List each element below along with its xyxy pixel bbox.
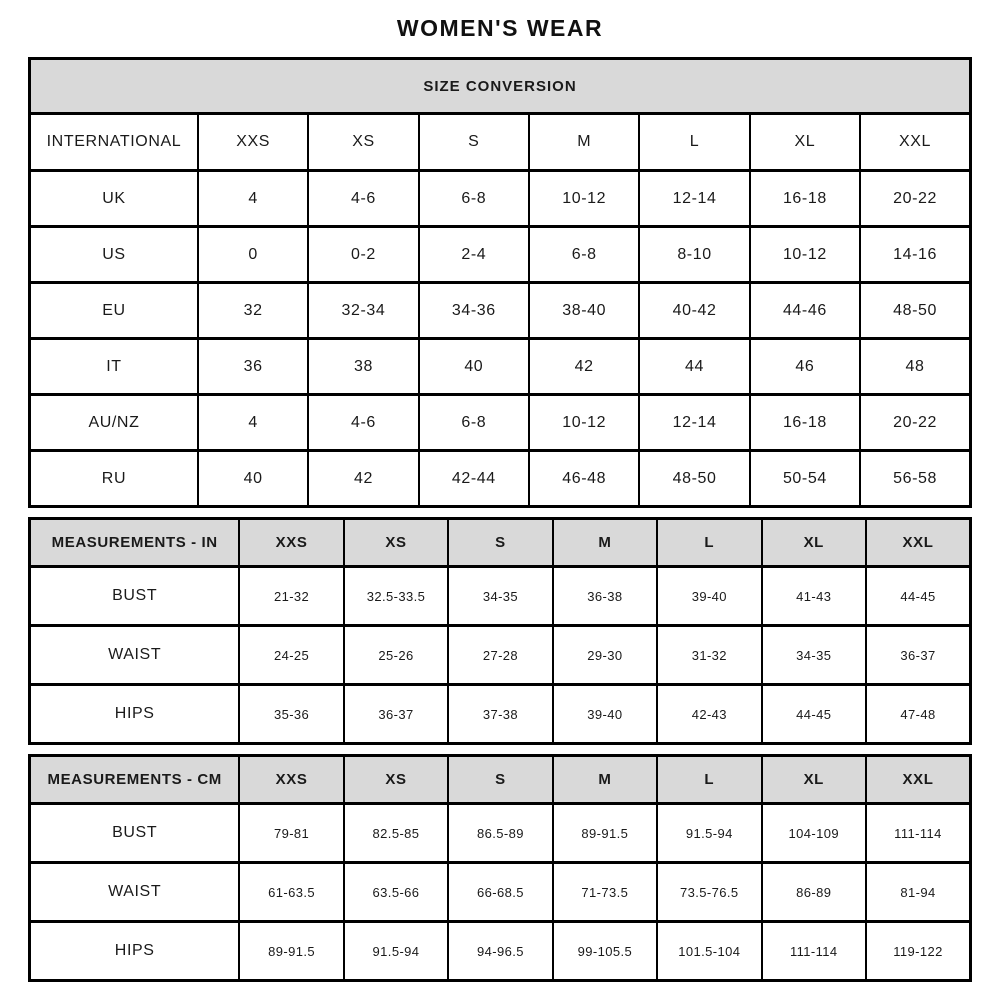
value-cell: 31-32: [657, 626, 761, 685]
size-column-header: M: [529, 114, 639, 171]
value-cell: 40: [419, 339, 529, 395]
value-cell: 16-18: [750, 171, 860, 227]
size-header-row: [30, 756, 971, 804]
value-cell: 71-73.5: [553, 863, 657, 922]
row-label: WAIST: [30, 863, 240, 922]
page-title: WOMEN'S WEAR: [396, 15, 604, 41]
row-label: IT: [30, 339, 198, 395]
size-column-header: XXL: [866, 519, 971, 567]
value-cell: 73.5-76.5: [657, 863, 761, 922]
measurements-cm-table: [28, 754, 972, 982]
value-cell: 10-12: [750, 227, 860, 283]
size-column-header: S: [419, 114, 529, 171]
table-row: [30, 283, 971, 339]
value-cell: 40: [198, 451, 308, 507]
value-cell: 42-44: [419, 451, 529, 507]
value-cell: 34-36: [419, 283, 529, 339]
row-label: US: [30, 227, 198, 283]
size-header-row: [30, 519, 971, 567]
value-cell: 79-81: [239, 804, 343, 863]
size-conversion-body: [30, 171, 971, 507]
size-column-header: XS: [344, 756, 448, 804]
value-cell: 44-46: [750, 283, 860, 339]
value-cell: 66-68.5: [448, 863, 552, 922]
value-cell: 40-42: [639, 283, 749, 339]
value-cell: 37-38: [448, 685, 552, 744]
row-label: RU: [30, 451, 198, 507]
table-row: [30, 626, 971, 685]
value-cell: 16-18: [750, 395, 860, 451]
value-cell: 44-45: [762, 685, 866, 744]
value-cell: 89-91.5: [239, 922, 343, 981]
value-cell: 61-63.5: [239, 863, 343, 922]
size-column-header: XXL: [866, 756, 971, 804]
size-column-header: XL: [750, 114, 860, 171]
table-banner: SIZE CONVERSION: [30, 59, 971, 114]
table-row: [30, 395, 971, 451]
value-cell: 6-8: [419, 395, 529, 451]
measurements-cm-body: [30, 804, 971, 981]
value-cell: 25-26: [344, 626, 448, 685]
size-column-header: XL: [762, 519, 866, 567]
value-cell: 42-43: [657, 685, 761, 744]
row-label: BUST: [30, 567, 240, 626]
value-cell: 94-96.5: [448, 922, 552, 981]
value-cell: 14-16: [860, 227, 970, 283]
row-label: UK: [30, 171, 198, 227]
value-cell: 24-25: [239, 626, 343, 685]
corner-label: MEASUREMENTS - IN: [30, 519, 240, 567]
row-label: EU: [30, 283, 198, 339]
value-cell: 34-35: [762, 626, 866, 685]
table-row: [30, 804, 971, 863]
value-cell: 0: [198, 227, 308, 283]
value-cell: 4: [198, 171, 308, 227]
value-cell: 32-34: [308, 283, 418, 339]
value-cell: 42: [308, 451, 418, 507]
table-row: [30, 451, 971, 507]
value-cell: 63.5-66: [344, 863, 448, 922]
size-column-header: M: [553, 519, 657, 567]
corner-label: INTERNATIONAL: [30, 114, 198, 171]
table-row: [30, 171, 971, 227]
size-column-header: M: [553, 756, 657, 804]
table-row: [30, 339, 971, 395]
value-cell: 50-54: [750, 451, 860, 507]
value-cell: 27-28: [448, 626, 552, 685]
value-cell: 4-6: [308, 395, 418, 451]
value-cell: 20-22: [860, 395, 970, 451]
value-cell: 81-94: [866, 863, 971, 922]
size-column-header: XXL: [860, 114, 970, 171]
size-column-header: S: [448, 756, 552, 804]
value-cell: 6-8: [419, 171, 529, 227]
value-cell: 4: [198, 395, 308, 451]
table-row: [30, 863, 971, 922]
size-column-header: L: [639, 114, 749, 171]
value-cell: 48-50: [860, 283, 970, 339]
size-column-header: L: [657, 756, 761, 804]
value-cell: 36-38: [553, 567, 657, 626]
value-cell: 91.5-94: [657, 804, 761, 863]
size-conversion-table: [28, 57, 972, 508]
value-cell: 38: [308, 339, 418, 395]
table-row: [30, 922, 971, 981]
value-cell: 111-114: [866, 804, 971, 863]
value-cell: 10-12: [529, 171, 639, 227]
size-column-header: XS: [308, 114, 418, 171]
value-cell: 91.5-94: [344, 922, 448, 981]
banner-row: [30, 59, 971, 114]
value-cell: 86.5-89: [448, 804, 552, 863]
measurements-in-table: [28, 517, 972, 745]
size-column-header: XXS: [239, 519, 343, 567]
value-cell: 48: [860, 339, 970, 395]
value-cell: 20-22: [860, 171, 970, 227]
value-cell: 10-12: [529, 395, 639, 451]
value-cell: 12-14: [639, 395, 749, 451]
value-cell: 39-40: [553, 685, 657, 744]
value-cell: 41-43: [762, 567, 866, 626]
value-cell: 104-109: [762, 804, 866, 863]
value-cell: 36: [198, 339, 308, 395]
value-cell: 89-91.5: [553, 804, 657, 863]
value-cell: 8-10: [639, 227, 749, 283]
value-cell: 32: [198, 283, 308, 339]
value-cell: 0-2: [308, 227, 418, 283]
table-row: [30, 227, 971, 283]
size-column-header: S: [448, 519, 552, 567]
row-label: WAIST: [30, 626, 240, 685]
value-cell: 32.5-33.5: [344, 567, 448, 626]
value-cell: 21-32: [239, 567, 343, 626]
table-row: [30, 685, 971, 744]
size-header-row: [30, 114, 971, 171]
size-column-header: XXS: [239, 756, 343, 804]
value-cell: 35-36: [239, 685, 343, 744]
value-cell: 29-30: [553, 626, 657, 685]
value-cell: 119-122: [866, 922, 971, 981]
corner-label: MEASUREMENTS - CM: [30, 756, 240, 804]
value-cell: 44: [639, 339, 749, 395]
value-cell: 4-6: [308, 171, 418, 227]
value-cell: 56-58: [860, 451, 970, 507]
value-cell: 12-14: [639, 171, 749, 227]
row-label: HIPS: [30, 685, 240, 744]
value-cell: 42: [529, 339, 639, 395]
measurements-in-body: [30, 567, 971, 744]
value-cell: 46-48: [529, 451, 639, 507]
value-cell: 46: [750, 339, 860, 395]
row-label: BUST: [30, 804, 240, 863]
size-column-header: XL: [762, 756, 866, 804]
table-row: [30, 567, 971, 626]
value-cell: 86-89: [762, 863, 866, 922]
value-cell: 34-35: [448, 567, 552, 626]
size-column-header: L: [657, 519, 761, 567]
value-cell: 111-114: [762, 922, 866, 981]
row-label: HIPS: [30, 922, 240, 981]
value-cell: 48-50: [639, 451, 749, 507]
value-cell: 99-105.5: [553, 922, 657, 981]
size-column-header: XXS: [198, 114, 308, 171]
value-cell: 101.5-104: [657, 922, 761, 981]
value-cell: 47-48: [866, 685, 971, 744]
value-cell: 44-45: [866, 567, 971, 626]
value-cell: 39-40: [657, 567, 761, 626]
value-cell: 82.5-85: [344, 804, 448, 863]
value-cell: 38-40: [529, 283, 639, 339]
value-cell: 36-37: [866, 626, 971, 685]
value-cell: 6-8: [529, 227, 639, 283]
row-label: AU/NZ: [30, 395, 198, 451]
value-cell: 36-37: [344, 685, 448, 744]
value-cell: 2-4: [419, 227, 529, 283]
size-column-header: XS: [344, 519, 448, 567]
